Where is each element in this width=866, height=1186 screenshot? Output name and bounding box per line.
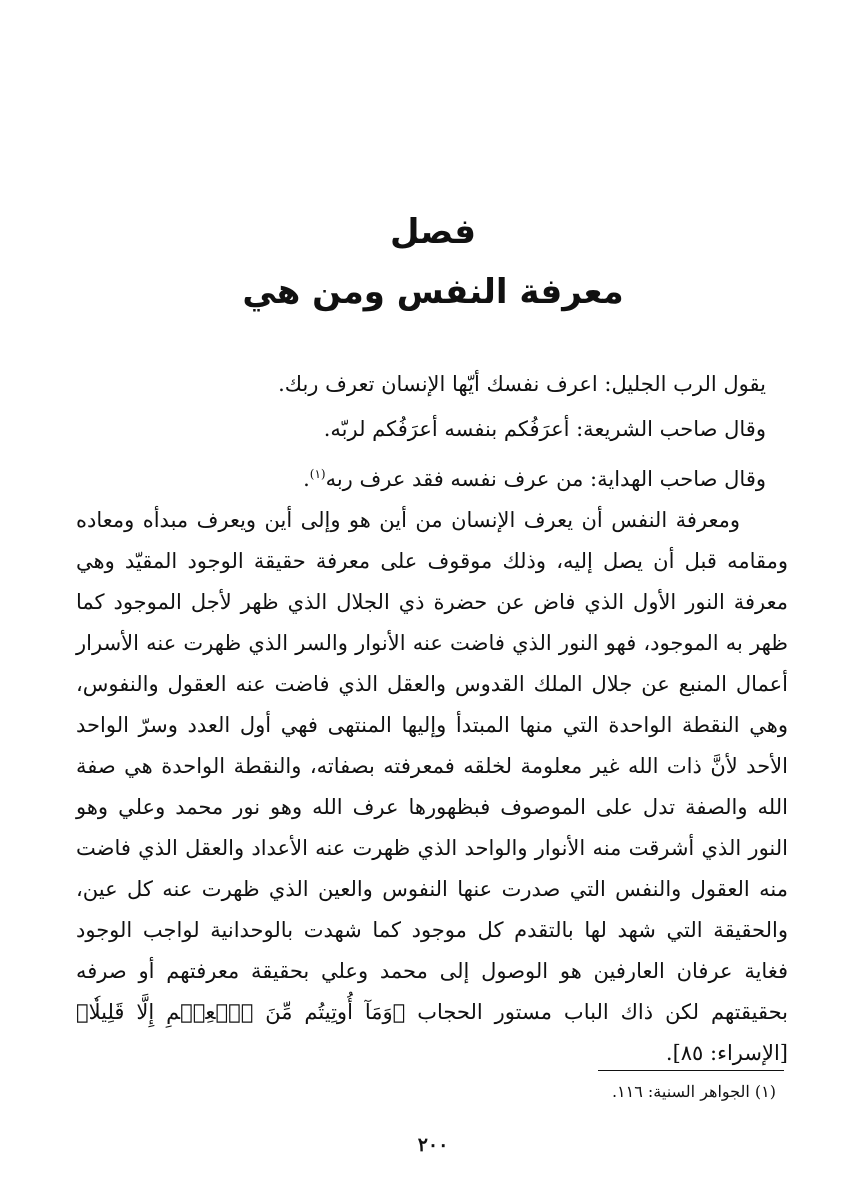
quote-line-2: وقال صاحب الشريعة: أعرَفُكم بنفسه أعرَفُكم لربّه. (323, 417, 766, 441)
chapter-subtitle: معرفة النفس ومن هي (242, 272, 624, 312)
quote-line-1: يقول الرب الجليل: اعرف نفسك أيّها الإنسان تعرف ربك. (278, 372, 766, 396)
chapter-heading: فصل (389, 212, 477, 252)
opening-quotes (206, 362, 766, 502)
footnote: (١) الجواهر السنية: ١١٦. (611, 1082, 776, 1101)
quote-line-3-text: وقال صاحب الهداية: من عرف نفسه فقد عرف ربه (325, 467, 766, 491)
quote-line-3 (206, 452, 766, 502)
footnote-reference[interactable]: (١) (309, 467, 326, 481)
page-number: ٢٠٠ (417, 1134, 449, 1156)
footnote-divider (598, 1070, 784, 1071)
quote-line-3-end: . (303, 467, 310, 491)
body-text (76, 500, 788, 1074)
main-paragraph: ومعرفة النفس أن يعرف الإنسان من أين هو وإلى أين ويعرف مبدأه ومعاده ومقامه قبل أن يصل إليه، وذلك موقوف على معرفة حقيقة الوجود المقيّد وهي معرفة النور الأول الذي فاض عن حضرة ذي الجلال الذي ظهر لأجل الموجود كما ظهر به الموجود، فهو النور الذي فاضت عنه الأنوار والسر الذي ظهرت عنه الأسرار أعمال المنبع عن جلال الملك القدوس والعقل الذي فاضت عنه العقول والنفوس، وهي النقطة الواحدة التي منها المبتدأ وإليها المنتهى فهي أول العدد وسرّ الواحد الأحد لأنَّ ذات الله غير معلومة لخلقه فمعرفته بصفاته، والنقطة الواحدة هي صفة الله والصفة تدل على الموصوف فبظهورها عرف الله وهو نور محمد وعلي وهو النور الذي أشرقت منه الأنوار والواحد الذي ظهرت عنه الأعداد والعقل الذي فاضت منه العقول والنفس التي صدرت عنها النفوس والعين الذي ظهرت عنه كل عين، والحقيقة التي شهد لها بالتقدم كل موجود كما شهدت بالوحدانية لواجب الوجود فغاية عرفان العارفين هو الوصول إلى محمد وعلي بحقيقة معرفتهم أو صرفه بحقيقتهم لكن ذاك الباب مستور الحجاب ﴿وَمَآ أُوتِيتُم مِّنَ ٱلۡعِلۡمِ إِلَّا قَلِيلٗا﴾ [الإسراء: ٨٥]. (76, 508, 788, 1065)
